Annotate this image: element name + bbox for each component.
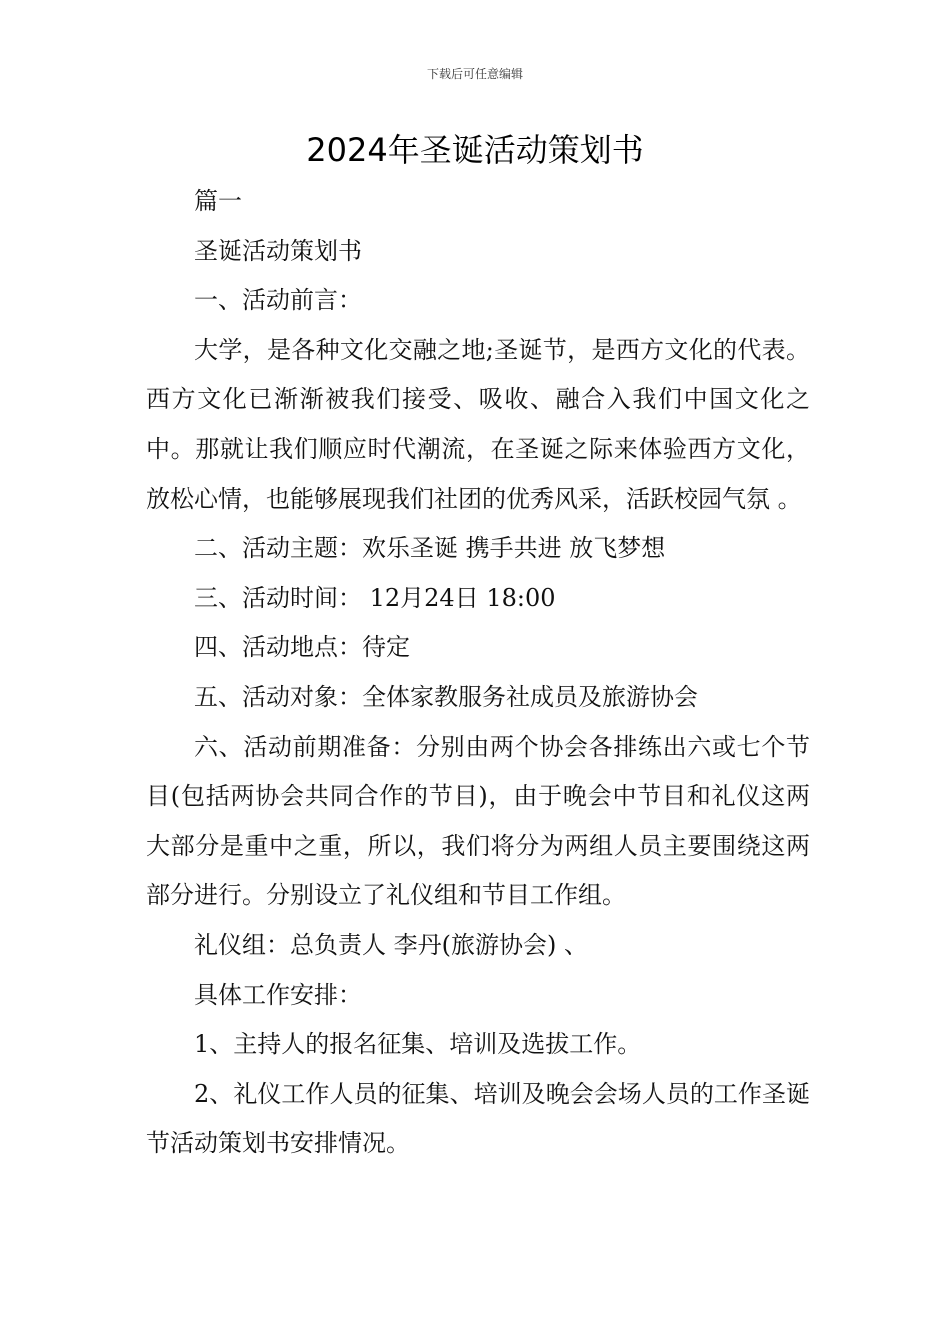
paragraph-preface-body: 大学，是各种文化交融之地;圣诞节，是西方文化的代表。西方文化已渐渐被我们接受、吸收、融合入我们中国文化之中。那就让我们顺应时代潮流，在圣诞之际来体验西方文化，放松心情，也能够展现我们社团的优秀风采，活跃校园气氛 。 — [146, 335, 810, 513]
paragraph-etiquette-group: 礼仪组：总负责人 李丹(旅游协会) 、 — [194, 930, 588, 959]
paragraph-part-label: 篇一 — [194, 187, 242, 215]
paragraph-time: 三、活动时间： 12月24日 18:00 — [194, 583, 556, 612]
paragraph-theme: 二、活动主题：欢乐圣诞 携手共进 放飞梦想 — [194, 534, 666, 563]
paragraph-audience: 五、活动对象：全体家教服务社成员及旅游协会 — [194, 682, 698, 711]
paragraph-work-arrangement-heading: 具体工作安排： — [194, 980, 362, 1009]
paragraph-subtitle: 圣诞活动策划书 — [194, 236, 362, 265]
document-body — [146, 177, 810, 1169]
paragraph-list-item-1: 1、主持人的报名征集、培训及选拔工作。 — [194, 1030, 642, 1059]
paragraph-section-preface-heading: 一、活动前言： — [194, 286, 362, 315]
header-note: 下载后可任意编辑 — [426, 67, 523, 81]
paragraph-location: 四、活动地点：待定 — [194, 633, 410, 662]
paragraph-list-item-2: 2、礼仪工作人员的征集、培训及晚会会场人员的工作圣诞节活动策划书安排情况。 — [146, 1079, 810, 1158]
paragraph-preparation: 六、活动前期准备：分别由两个协会各排练出六或七个节目(包括两协会共同合作的节目)，由于晚会中节目和礼仪这两大部分是重中之重，所以，我们将分为两组人员主要围绕这两部分进行。分别设立了礼仪组和节目工作组。 — [146, 732, 810, 910]
document-title: 2024年圣诞活动策划书 — [306, 131, 644, 169]
